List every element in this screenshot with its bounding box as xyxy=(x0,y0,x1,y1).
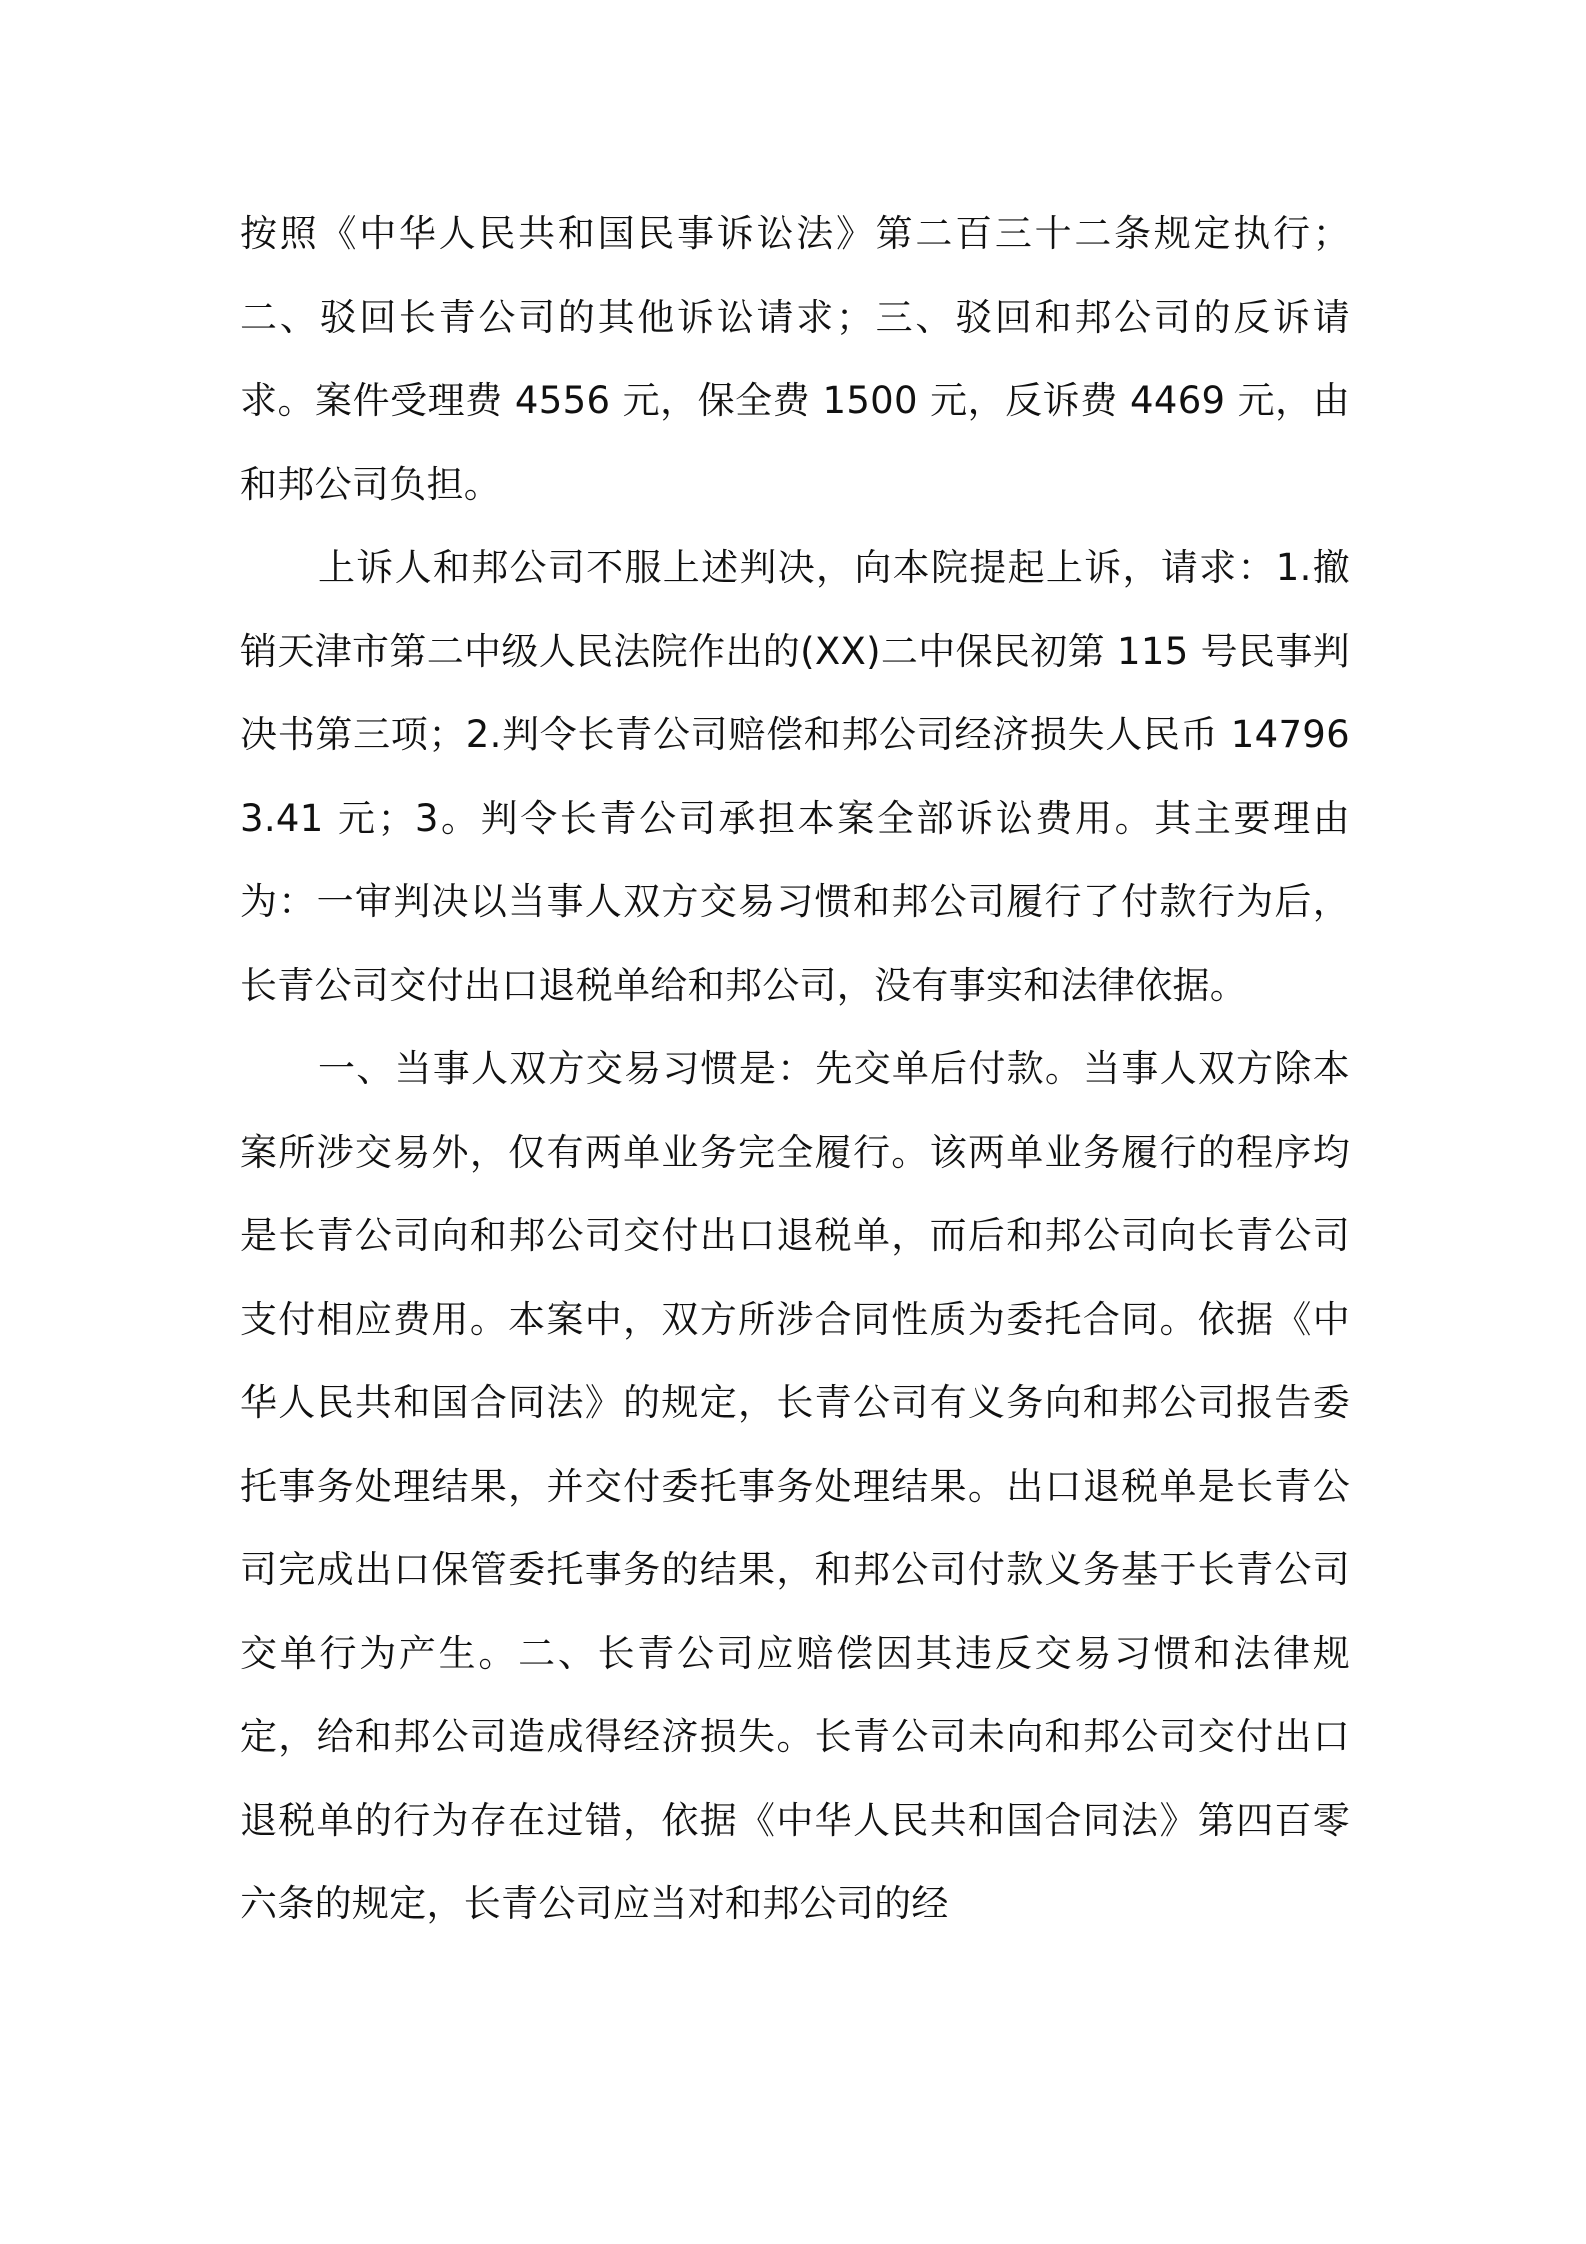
paragraph-appeal-reasons: 一、当事人双方交易习惯是：先交单后付款。当事人双方除本案所涉交易外，仅有两单业务完全履行。该两单业务履行的程序均是长青公司向和邦公司交付出口退税单，而后和邦公司向长青公司支付相应费用。本案中，双方所涉合同性质为委托合同。依据《中华人民共和国合同法》的规定，长青公司有义务向和邦公司报告委托事务处理结果，并交付委托事务处理结果。出口退税单是长青公司完成出口保管委托事务的结果，和邦公司付款义务基于长青公司交单行为产生。二、长青公司应赔偿因其违反交易习惯和法律规定，给和邦公司造成得经济损失。长青公司未向和邦公司交付出口退税单的行为存在过错，依据《中华人民共和国合同法》第四百零六条的规定，长青公司应当对和邦公司的经 xyxy=(240,1047,1350,1925)
paragraph-appeal-request: 上诉人和邦公司不服上述判决，向本院提起上诉，请求：1.撤销天津市第二中级人民法院作出的(XX)二中保民初第 115 号民事判决书第三项；2.判令长青公司赔偿和邦公司经济损失人民币 147963.41 元；3。判令长青公司承担本案全部诉讼费用。其主要理由为：一审判决以当事人双方交易习惯和邦公司履行了付款行为后，长青公司交付出口退税单给和邦公司，没有事实和法律依据。 xyxy=(240,546,1350,1007)
document-body xyxy=(240,192,1350,1946)
paragraph-judgment-continuation: 按照《中华人民共和国民事诉讼法》第二百三十二条规定执行；二、驳回长青公司的其他诉讼请求；三、驳回和邦公司的反诉请求。案件受理费 4556 元，保全费 1500 元，反诉费 4469 元，由和邦公司负担。 xyxy=(240,212,1350,506)
